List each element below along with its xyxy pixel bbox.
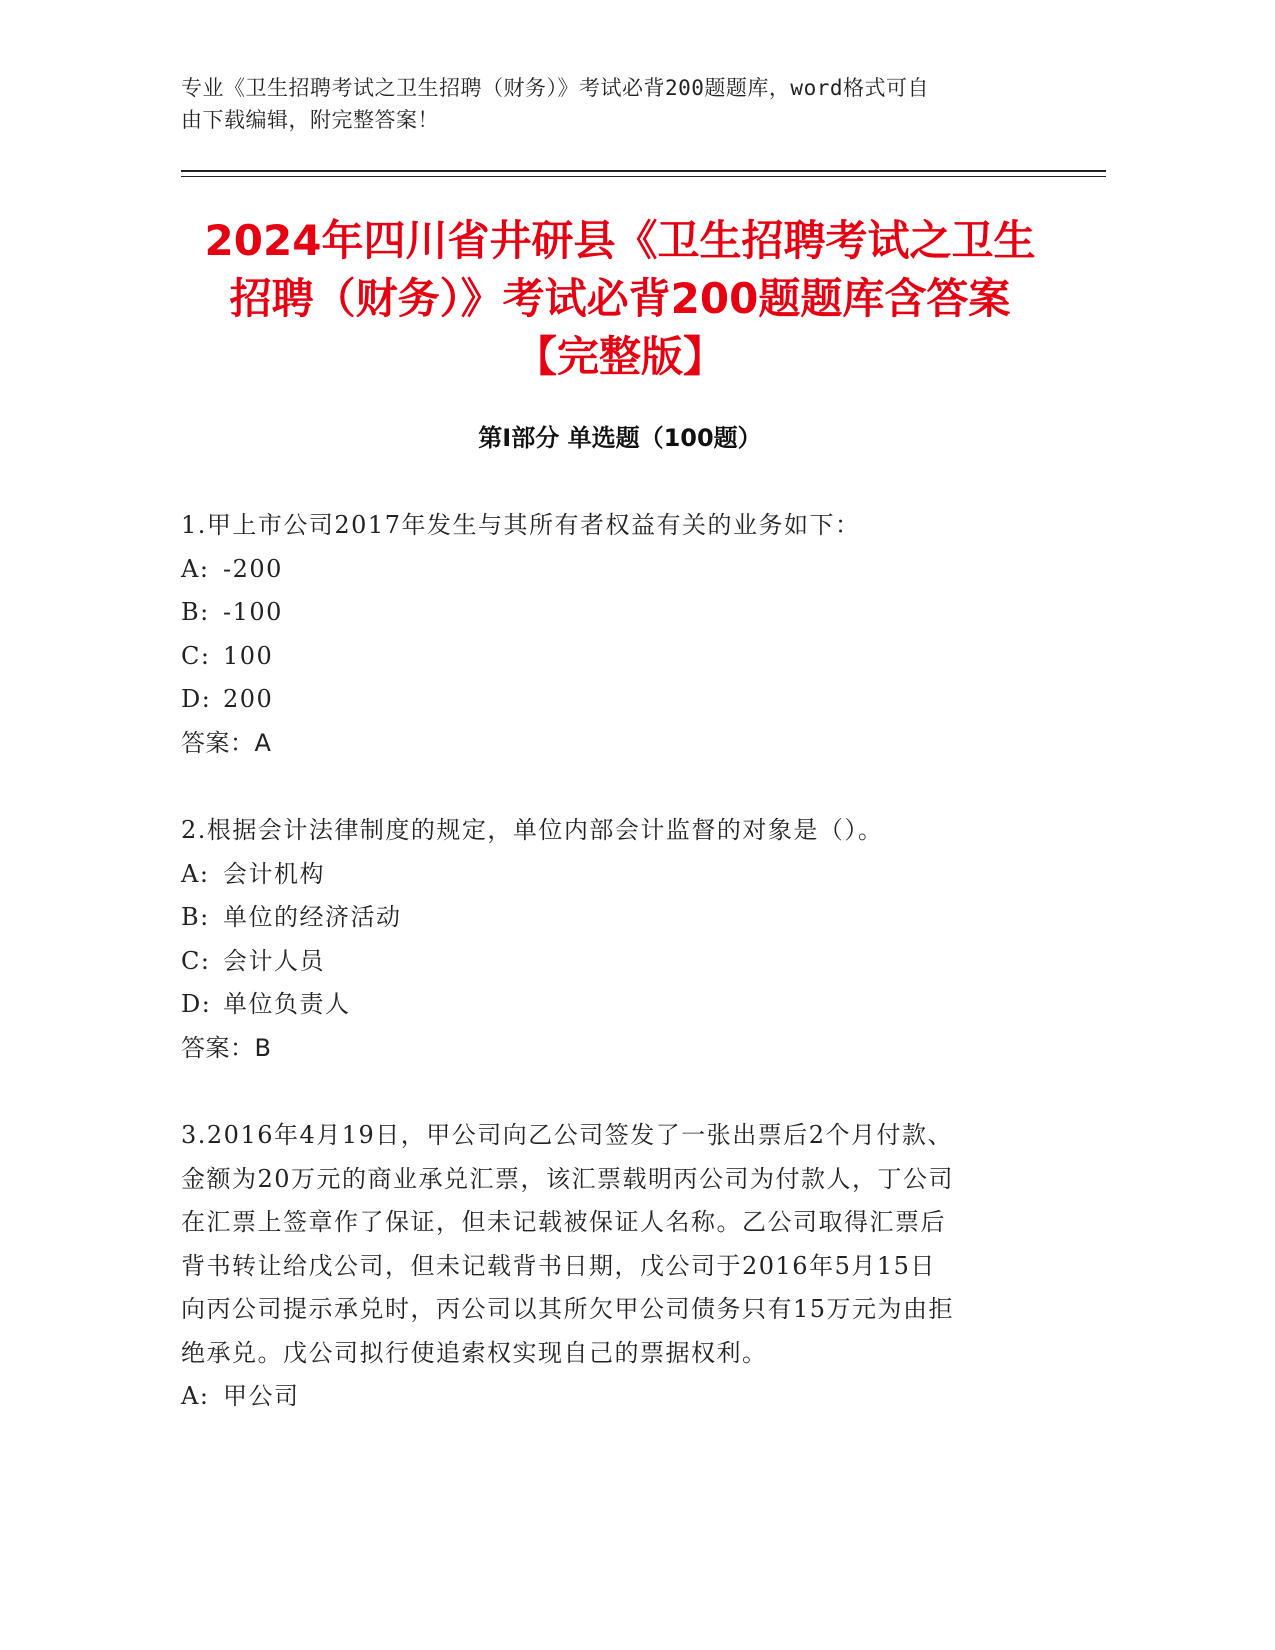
option-text: 单位负责人	[223, 990, 351, 1018]
header-divider-thin	[181, 176, 1106, 177]
header-note-line: 专业《卫生招聘考试之卫生招聘（财务）》考试必背200题题库，word格式可自	[181, 76, 929, 100]
option-text: 甲公司	[223, 1382, 300, 1410]
option-a	[181, 853, 1041, 897]
option-letter: C:	[181, 641, 211, 670]
option-letter: D:	[181, 685, 212, 713]
header-note-line: 由下载编辑，附完整答案！	[181, 108, 439, 132]
question-stem: 1.甲上市公司2017年发生与其所有者权益有关的业务如下：	[181, 511, 861, 539]
question-stem-line: 3.2016年4月19日，甲公司向乙公司签发了一张出票后2个月付款、	[181, 1121, 954, 1149]
header-note	[181, 72, 1061, 136]
question-stem-line: 向丙公司提示承兑时，丙公司以其所欠甲公司债务只有15万元为由拒	[181, 1295, 955, 1323]
answer: 答案：A	[181, 728, 272, 757]
option-letter: A:	[181, 859, 210, 888]
option-text: -200	[223, 554, 283, 583]
title-line: 2024年四川省井研县《卫生招聘考试之卫生	[204, 216, 1036, 265]
option-letter: D:	[181, 990, 212, 1018]
document-title	[150, 212, 1090, 386]
question-3	[181, 1114, 1041, 1419]
option-text: 会计机构	[223, 859, 325, 888]
question-1	[181, 504, 1041, 765]
option-c	[181, 635, 1041, 679]
option-text: 单位的经济活动	[223, 903, 402, 931]
option-text: 100	[223, 641, 274, 670]
question-2	[181, 809, 1041, 1070]
question-stem-line: 背书转让给戊公司，但未记载背书日期，戊公司于2016年5月15日	[181, 1251, 936, 1280]
option-letter: A:	[181, 1382, 210, 1410]
question-stem-line: 在汇票上签章作了保证，但未记载被保证人名称。乙公司取得汇票后	[181, 1208, 946, 1236]
question-stem-line: 金额为20万元的商业承兑汇票，该汇票载明丙公司为付款人，丁公司	[181, 1164, 955, 1193]
option-letter: B:	[181, 903, 210, 931]
option-text: -100	[223, 598, 283, 626]
answer: 答案：B	[181, 1033, 272, 1062]
option-b	[181, 896, 1041, 940]
option-letter: B:	[181, 598, 210, 626]
option-a	[181, 548, 1041, 592]
option-d	[181, 678, 1041, 722]
option-a	[181, 1375, 1041, 1419]
option-text: 200	[223, 685, 274, 713]
option-b	[181, 591, 1041, 635]
option-letter: A:	[181, 554, 210, 583]
option-d	[181, 983, 1041, 1027]
option-text: 会计人员	[223, 946, 325, 975]
question-stem: 2.根据会计法律制度的规定，单位内部会计监督的对象是（）。	[181, 816, 884, 844]
header-divider	[181, 170, 1106, 172]
option-c	[181, 940, 1041, 984]
title-line: 【完整版】	[514, 332, 725, 381]
section-heading: 第I部分 单选题（100题）	[478, 424, 762, 452]
option-letter: C:	[181, 946, 211, 975]
question-stem-line: 绝承兑。戊公司拟行使追索权实现自己的票据权利。	[181, 1338, 768, 1367]
title-line: 招聘（财务）》考试必背200题题库含答案	[229, 274, 1011, 323]
